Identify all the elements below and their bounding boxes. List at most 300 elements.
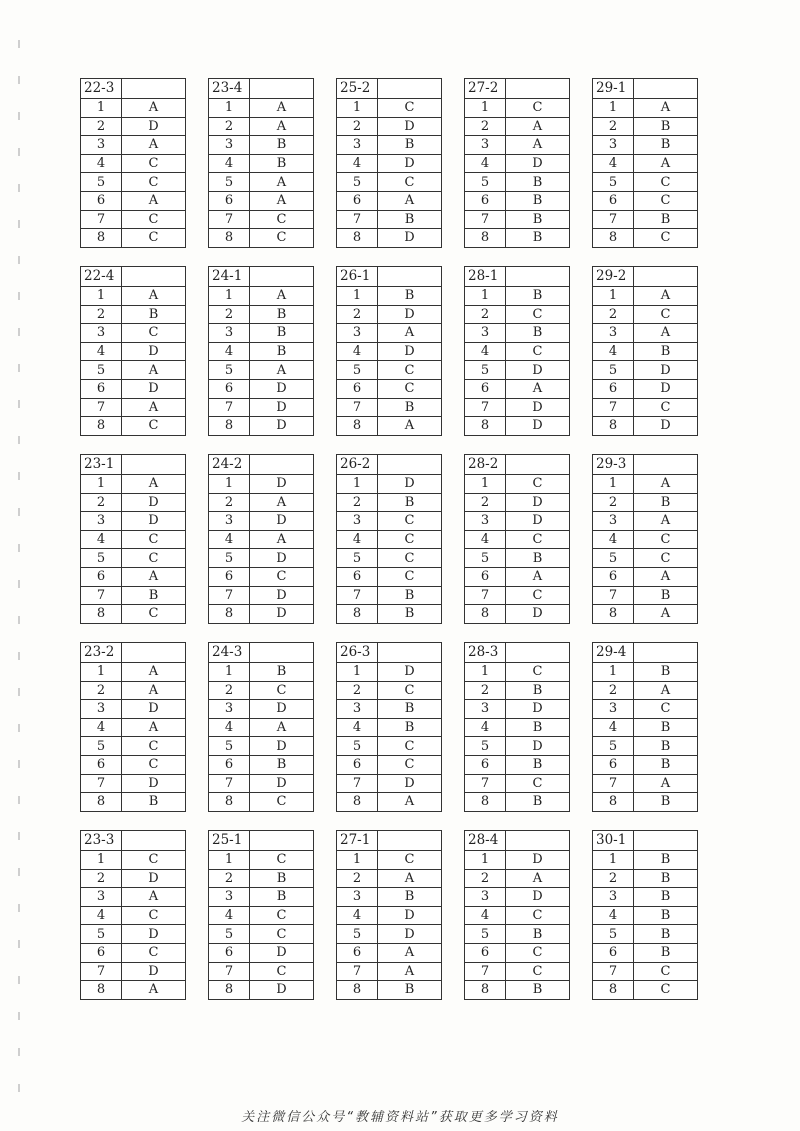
- answer-letter: A: [378, 962, 442, 981]
- table-row: [465, 173, 570, 192]
- table-row: [337, 906, 442, 925]
- question-number: 5: [465, 925, 506, 944]
- table-row: [593, 851, 698, 870]
- answer-letter: D: [506, 700, 570, 719]
- answer-letter: A: [506, 379, 570, 398]
- table-row: [81, 567, 186, 586]
- question-number: 7: [593, 774, 634, 793]
- answer-letter: A: [634, 512, 698, 531]
- answer-letter: A: [122, 191, 186, 210]
- answer-letter: C: [506, 663, 570, 682]
- table-row: [465, 475, 570, 494]
- question-number: 5: [593, 737, 634, 756]
- table-row: [337, 718, 442, 737]
- table-row: [465, 681, 570, 700]
- table-row: [337, 586, 442, 605]
- question-number: 5: [337, 361, 378, 380]
- question-number: 6: [81, 191, 122, 210]
- question-number: 1: [81, 663, 122, 682]
- table-header-row: [465, 79, 570, 99]
- answer-letter: B: [634, 117, 698, 136]
- table-row: [593, 530, 698, 549]
- table-code: 29-3: [593, 455, 634, 475]
- table-row: [209, 737, 314, 756]
- table-row: [209, 851, 314, 870]
- question-number: 5: [81, 361, 122, 380]
- table-row: [81, 99, 186, 118]
- table-row: [593, 962, 698, 981]
- answer-table: [592, 78, 698, 248]
- answer-letter: B: [506, 287, 570, 306]
- table-row: [209, 925, 314, 944]
- table-row: [593, 605, 698, 624]
- answer-letter: C: [378, 361, 442, 380]
- answer-table: [208, 266, 314, 436]
- question-number: 1: [209, 663, 250, 682]
- table-header-blank: [122, 267, 186, 287]
- table-row: [209, 755, 314, 774]
- answer-letter: A: [122, 361, 186, 380]
- table-row: [593, 379, 698, 398]
- question-number: 5: [209, 173, 250, 192]
- table-header-row: [81, 455, 186, 475]
- answer-letter: D: [506, 888, 570, 907]
- question-number: 3: [465, 136, 506, 155]
- answer-letter: D: [250, 943, 314, 962]
- answer-letter: A: [250, 361, 314, 380]
- answer-table-cell: [208, 78, 336, 248]
- answer-letter: B: [378, 981, 442, 1000]
- table-header-row: [593, 455, 698, 475]
- answer-letter: D: [506, 493, 570, 512]
- question-number: 2: [81, 493, 122, 512]
- question-number: 2: [337, 869, 378, 888]
- answer-letter: C: [506, 305, 570, 324]
- answer-letter: A: [634, 774, 698, 793]
- answer-letter: C: [634, 962, 698, 981]
- question-number: 1: [465, 851, 506, 870]
- answer-letter: A: [250, 287, 314, 306]
- answer-letter: B: [634, 586, 698, 605]
- table-code: 22-4: [81, 267, 122, 287]
- table-row: [337, 530, 442, 549]
- question-number: 4: [465, 342, 506, 361]
- table-row: [465, 154, 570, 173]
- question-number: 8: [593, 793, 634, 812]
- answer-table: [592, 642, 698, 812]
- table-row: [465, 586, 570, 605]
- answer-letter: D: [378, 305, 442, 324]
- answer-table: [80, 454, 186, 624]
- question-number: 8: [465, 417, 506, 436]
- table-header-blank: [378, 267, 442, 287]
- answer-table-cell: [464, 78, 592, 248]
- answer-letter: C: [250, 925, 314, 944]
- answer-letter: A: [378, 191, 442, 210]
- table-row: [209, 605, 314, 624]
- answer-letter: B: [378, 210, 442, 229]
- question-number: 2: [337, 681, 378, 700]
- table-header-blank: [122, 79, 186, 99]
- question-number: 7: [81, 774, 122, 793]
- table-row: [209, 700, 314, 719]
- table-row: [465, 567, 570, 586]
- answer-table-cell: [208, 830, 336, 1000]
- table-row: [593, 512, 698, 531]
- answer-letter: C: [122, 943, 186, 962]
- table-row: [465, 888, 570, 907]
- answer-letter: D: [250, 398, 314, 417]
- question-number: 8: [81, 417, 122, 436]
- table-row: [337, 851, 442, 870]
- answer-letter: B: [122, 586, 186, 605]
- question-number: 3: [209, 136, 250, 155]
- table-row: [209, 342, 314, 361]
- table-row: [593, 229, 698, 248]
- answer-letter: B: [378, 888, 442, 907]
- table-row: [593, 755, 698, 774]
- answer-letter: A: [506, 136, 570, 155]
- question-number: 6: [593, 191, 634, 210]
- question-number: 2: [465, 869, 506, 888]
- table-code: 27-1: [337, 831, 378, 851]
- table-row: [209, 417, 314, 436]
- table-header-blank: [506, 79, 570, 99]
- question-number: 3: [465, 700, 506, 719]
- question-number: 4: [81, 718, 122, 737]
- table-row: [337, 229, 442, 248]
- question-number: 5: [81, 549, 122, 568]
- answer-letter: C: [506, 99, 570, 118]
- table-header-row: [465, 267, 570, 287]
- table-row: [465, 851, 570, 870]
- question-number: 4: [209, 718, 250, 737]
- answer-letter: C: [122, 737, 186, 756]
- question-number: 2: [81, 869, 122, 888]
- answer-letter: C: [122, 229, 186, 248]
- table-header-row: [593, 643, 698, 663]
- question-number: 3: [209, 888, 250, 907]
- question-number: 1: [465, 99, 506, 118]
- table-row: [209, 549, 314, 568]
- answer-table-cell: [336, 830, 464, 1000]
- table-row: [81, 663, 186, 682]
- question-number: 1: [337, 99, 378, 118]
- question-number: 5: [209, 925, 250, 944]
- answer-letter: A: [122, 475, 186, 494]
- question-number: 6: [337, 943, 378, 962]
- table-header-blank: [250, 831, 314, 851]
- table-row: [209, 663, 314, 682]
- answer-table-cell: [336, 78, 464, 248]
- question-number: 2: [81, 305, 122, 324]
- answer-table-cell: [80, 830, 208, 1000]
- question-number: 2: [337, 117, 378, 136]
- table-row: [209, 154, 314, 173]
- table-row: [81, 379, 186, 398]
- answer-letter: A: [250, 191, 314, 210]
- answer-letter: C: [122, 851, 186, 870]
- table-row: [209, 869, 314, 888]
- answer-table-cell: [208, 454, 336, 624]
- question-number: 5: [209, 361, 250, 380]
- answer-letter: D: [122, 774, 186, 793]
- answer-letter: D: [250, 512, 314, 531]
- answer-table: [464, 454, 570, 624]
- question-number: 8: [81, 605, 122, 624]
- table-code: 24-3: [209, 643, 250, 663]
- answer-letter: D: [250, 700, 314, 719]
- answer-letter: C: [506, 962, 570, 981]
- table-row: [593, 417, 698, 436]
- table-code: 27-2: [465, 79, 506, 99]
- question-number: 4: [337, 718, 378, 737]
- table-header-blank: [250, 267, 314, 287]
- table-row: [337, 191, 442, 210]
- question-number: 4: [593, 718, 634, 737]
- question-number: 6: [593, 379, 634, 398]
- question-number: 2: [465, 493, 506, 512]
- question-number: 7: [81, 210, 122, 229]
- answer-letter: D: [250, 549, 314, 568]
- answer-letter: B: [634, 718, 698, 737]
- table-row: [81, 755, 186, 774]
- table-row: [209, 324, 314, 343]
- table-row: [209, 962, 314, 981]
- question-number: 4: [337, 342, 378, 361]
- table-row: [465, 117, 570, 136]
- answer-letter: B: [634, 755, 698, 774]
- table-row: [465, 869, 570, 888]
- answer-letter: A: [506, 567, 570, 586]
- question-number: 3: [465, 324, 506, 343]
- answer-table-cell: [336, 454, 464, 624]
- answer-letter: C: [378, 512, 442, 531]
- question-number: 6: [593, 567, 634, 586]
- question-number: 7: [209, 774, 250, 793]
- answer-letter: C: [378, 379, 442, 398]
- answer-letter: A: [634, 567, 698, 586]
- question-number: 2: [593, 681, 634, 700]
- table-row: [81, 361, 186, 380]
- table-code: 24-1: [209, 267, 250, 287]
- question-number: 5: [593, 361, 634, 380]
- table-row: [593, 943, 698, 962]
- table-row: [209, 287, 314, 306]
- table-row: [209, 99, 314, 118]
- table-row: [209, 774, 314, 793]
- table-row: [81, 117, 186, 136]
- answer-letter: D: [506, 361, 570, 380]
- answer-letter: D: [506, 512, 570, 531]
- answer-table: [80, 266, 186, 436]
- answer-letter: C: [634, 549, 698, 568]
- answer-letter: A: [250, 493, 314, 512]
- answer-letter: C: [634, 191, 698, 210]
- answer-letter: C: [378, 549, 442, 568]
- question-number: 1: [209, 851, 250, 870]
- table-header-row: [81, 831, 186, 851]
- question-number: 8: [81, 229, 122, 248]
- table-row: [81, 305, 186, 324]
- question-number: 1: [465, 287, 506, 306]
- question-number: 4: [209, 906, 250, 925]
- question-number: 4: [81, 154, 122, 173]
- question-number: 5: [337, 925, 378, 944]
- table-row: [81, 851, 186, 870]
- answer-letter: C: [250, 567, 314, 586]
- answer-letter: C: [506, 586, 570, 605]
- table-row: [465, 755, 570, 774]
- table-row: [81, 549, 186, 568]
- question-number: 3: [337, 136, 378, 155]
- answer-letter: A: [634, 154, 698, 173]
- answer-letter: C: [506, 774, 570, 793]
- answer-letter: D: [634, 361, 698, 380]
- table-row: [209, 117, 314, 136]
- table-code: 26-1: [337, 267, 378, 287]
- table-row: [81, 154, 186, 173]
- answer-letter: B: [378, 136, 442, 155]
- answer-letter: D: [378, 342, 442, 361]
- question-number: 1: [337, 851, 378, 870]
- answer-letter: B: [506, 681, 570, 700]
- table-header-blank: [378, 455, 442, 475]
- table-row: [81, 530, 186, 549]
- question-number: 1: [81, 475, 122, 494]
- question-number: 1: [209, 287, 250, 306]
- question-number: 5: [81, 925, 122, 944]
- question-number: 1: [593, 287, 634, 306]
- answer-letter: B: [250, 324, 314, 343]
- question-number: 4: [465, 530, 506, 549]
- table-row: [593, 774, 698, 793]
- question-number: 8: [209, 605, 250, 624]
- answer-letter: D: [250, 737, 314, 756]
- answer-letter: D: [250, 379, 314, 398]
- table-row: [465, 417, 570, 436]
- question-number: 8: [337, 793, 378, 812]
- table-row: [209, 888, 314, 907]
- answer-letter: C: [506, 530, 570, 549]
- answer-letter: B: [634, 943, 698, 962]
- table-row: [465, 493, 570, 512]
- answer-letter: B: [122, 793, 186, 812]
- question-number: 7: [209, 210, 250, 229]
- answer-letter: C: [122, 755, 186, 774]
- answer-letter: A: [250, 173, 314, 192]
- answer-letter: A: [122, 663, 186, 682]
- question-number: 5: [465, 737, 506, 756]
- question-number: 7: [465, 774, 506, 793]
- answer-letter: B: [634, 342, 698, 361]
- answer-letter: A: [122, 99, 186, 118]
- table-row: [81, 512, 186, 531]
- answer-letter: A: [122, 718, 186, 737]
- question-number: 8: [337, 417, 378, 436]
- answer-letter: C: [250, 906, 314, 925]
- table-row: [465, 925, 570, 944]
- question-number: 3: [465, 512, 506, 531]
- question-number: 3: [593, 512, 634, 531]
- answer-letter: D: [378, 154, 442, 173]
- question-number: 5: [209, 549, 250, 568]
- table-row: [81, 475, 186, 494]
- question-number: 4: [593, 342, 634, 361]
- table-row: [337, 361, 442, 380]
- table-header-row: [209, 643, 314, 663]
- answer-letter: A: [506, 117, 570, 136]
- answer-letter: B: [378, 605, 442, 624]
- table-row: [337, 943, 442, 962]
- table-row: [465, 981, 570, 1000]
- table-row: [337, 136, 442, 155]
- answer-letter: D: [378, 925, 442, 944]
- table-row: [209, 191, 314, 210]
- question-number: 6: [81, 567, 122, 586]
- answer-letter: B: [378, 700, 442, 719]
- question-number: 6: [209, 943, 250, 962]
- table-row: [337, 305, 442, 324]
- answer-letter: A: [250, 117, 314, 136]
- answer-letter: A: [250, 99, 314, 118]
- table-header-row: [81, 643, 186, 663]
- question-number: 6: [465, 567, 506, 586]
- answer-table-cell: [336, 642, 464, 812]
- answer-letter: C: [634, 229, 698, 248]
- table-code: 25-1: [209, 831, 250, 851]
- question-number: 3: [81, 512, 122, 531]
- table-row: [81, 925, 186, 944]
- answer-letter: D: [378, 117, 442, 136]
- table-code: 28-1: [465, 267, 506, 287]
- answer-letter: D: [122, 379, 186, 398]
- question-number: 7: [465, 210, 506, 229]
- answer-table-cell: [464, 642, 592, 812]
- table-row: [209, 906, 314, 925]
- question-number: 8: [593, 981, 634, 1000]
- question-number: 3: [337, 888, 378, 907]
- answer-letter: C: [250, 962, 314, 981]
- table-row: [337, 210, 442, 229]
- table-header-blank: [250, 643, 314, 663]
- question-number: 8: [209, 793, 250, 812]
- answer-table-cell: [464, 454, 592, 624]
- table-header-row: [465, 455, 570, 475]
- table-row: [593, 154, 698, 173]
- question-number: 1: [337, 287, 378, 306]
- table-row: [593, 117, 698, 136]
- table-row: [465, 737, 570, 756]
- table-row: [337, 981, 442, 1000]
- table-code: 25-2: [337, 79, 378, 99]
- answer-table: [80, 78, 186, 248]
- question-number: 4: [465, 154, 506, 173]
- table-code: 28-2: [465, 455, 506, 475]
- question-number: 8: [209, 417, 250, 436]
- answer-table: [464, 642, 570, 812]
- table-header-blank: [122, 831, 186, 851]
- answer-letter: A: [122, 681, 186, 700]
- binding-margin: [18, 40, 20, 1100]
- answer-letter: D: [634, 417, 698, 436]
- question-number: 1: [593, 475, 634, 494]
- question-number: 4: [209, 342, 250, 361]
- question-number: 8: [337, 229, 378, 248]
- table-code: 29-1: [593, 79, 634, 99]
- table-row: [337, 287, 442, 306]
- question-number: 5: [209, 737, 250, 756]
